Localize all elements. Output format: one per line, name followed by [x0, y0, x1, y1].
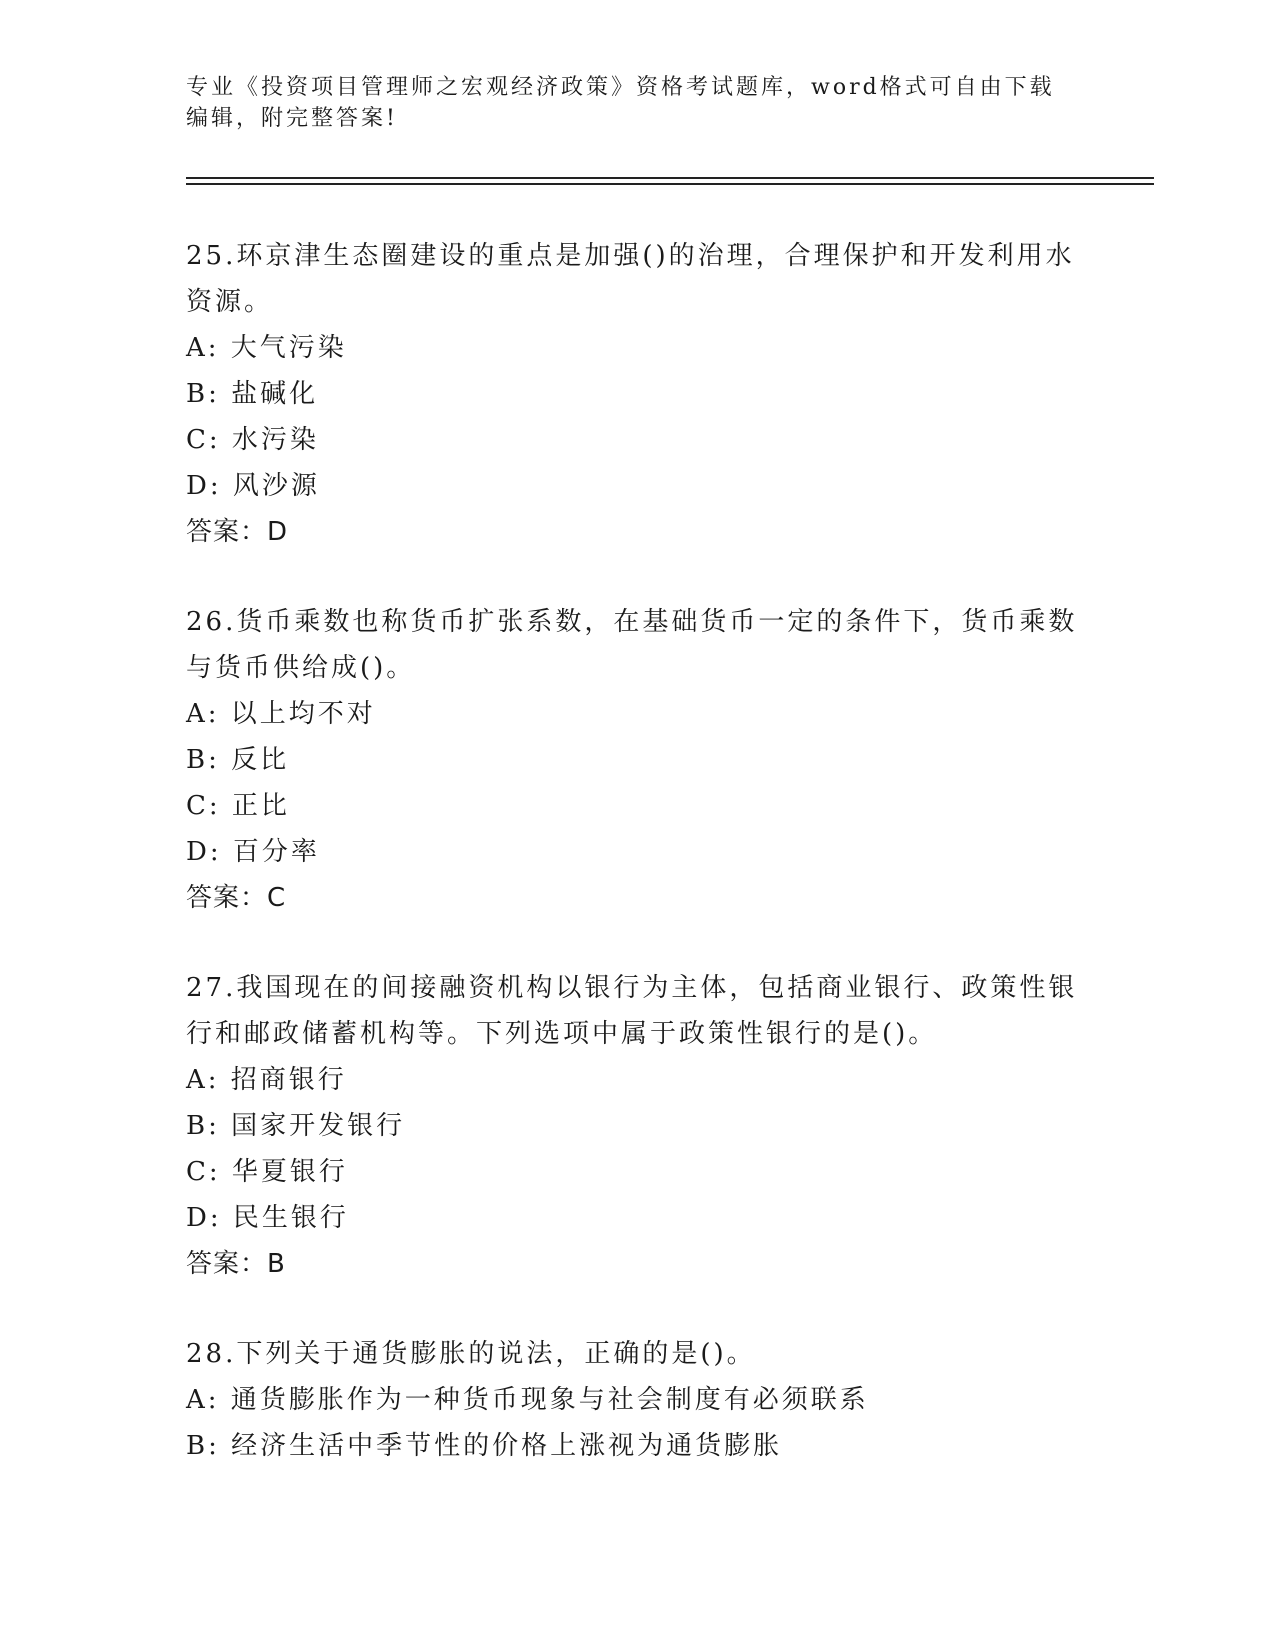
option-c: C: 正比: [186, 791, 290, 821]
question-block: [186, 599, 1086, 921]
answer: 答案：D: [186, 517, 289, 547]
option-c: C: 华夏银行: [186, 1157, 348, 1187]
option-c: C: 水污染: [186, 425, 319, 455]
answer: 答案：B: [186, 1249, 286, 1279]
document-header: 专业《投资项目管理师之宏观经济政策》资格考试题库，word格式可自由下载编辑，附完整答案!: [186, 75, 1055, 131]
question-stem: 27.我国现在的间接融资机构以银行为主体，包括商业银行、政策性银行和邮政储蓄机构等。下列选项中属于政策性银行的是()。: [186, 973, 1078, 1049]
answer: 答案：C: [186, 883, 287, 913]
question-stem: 28.下列关于通货膨胀的说法，正确的是()。: [186, 1339, 756, 1369]
option-b: B: 反比: [186, 745, 290, 775]
option-a: A: 大气污染: [186, 333, 347, 363]
question-block: [186, 965, 1086, 1287]
question-stem: 25.环京津生态圈建设的重点是加强()的治理，合理保护和开发利用水资源。: [186, 241, 1075, 317]
option-d: D: 风沙源: [186, 471, 320, 501]
option-a: A: 通货膨胀作为一种货币现象与社会制度有必须联系: [186, 1385, 869, 1415]
question-stem: 26.货币乘数也称货币扩张系数，在基础货币一定的条件下，货币乘数与货币供给成()。: [186, 607, 1078, 683]
option-b: B: 经济生活中季节性的价格上涨视为通货膨胀: [186, 1431, 783, 1461]
question-block: [186, 233, 1086, 555]
option-d: D: 民生银行: [186, 1203, 349, 1233]
option-b: B: 国家开发银行: [186, 1111, 406, 1141]
header-divider-top: [186, 177, 1154, 179]
header-divider-bottom: [186, 183, 1154, 185]
question-block: [186, 1331, 1086, 1469]
option-a: A: 以上均不对: [186, 699, 376, 729]
option-b: B: 盐碱化: [186, 379, 319, 409]
option-d: D: 百分率: [186, 837, 320, 867]
option-a: A: 招商银行: [186, 1065, 347, 1095]
